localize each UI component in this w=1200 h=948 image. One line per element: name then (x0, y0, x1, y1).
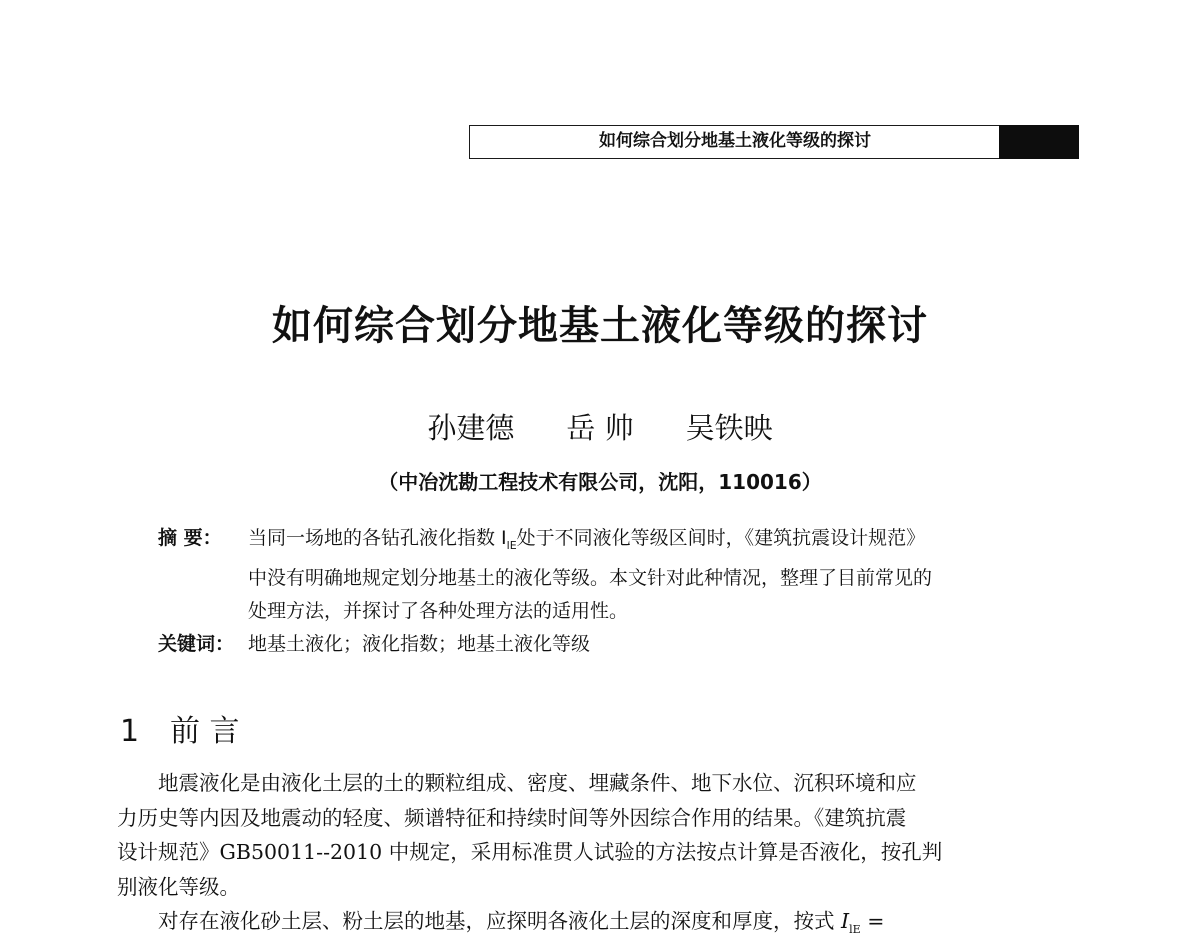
section-number: 1 (120, 714, 140, 749)
author-name: 吴铁映 (685, 411, 773, 445)
keywords-label: 关键词： (158, 632, 235, 655)
body-line: 设计规范》GB50011--2010 中规定，采用标准贯人试验的方法按点计算是否液化，按孔判 (117, 840, 943, 864)
author-name: 岳 帅 (566, 411, 634, 445)
abstract-line: 中没有明确地规定划分地基土的液化等级。本文针对此种情况，整理了目前常见的 (248, 566, 933, 589)
body-text (117, 766, 1082, 948)
running-header-title: 如何综合划分地基土液化等级的探讨 (599, 131, 871, 151)
liquefaction-index-subscript: lE (506, 538, 517, 552)
running-header (469, 125, 1079, 159)
author-list (0, 408, 1200, 448)
body-line: 地震液化是由液化土层的土的颗粒组成、密度、埋藏条件、地下水位、沉积环境和应 (158, 771, 917, 795)
abstract-text (248, 522, 1058, 628)
formula-variable: I (841, 909, 850, 933)
keywords-text: 地基土液化；液化指数；地基土液化等级 (248, 632, 591, 655)
author-name: 孙建德 (427, 411, 515, 445)
body-line: 对存在液化砂土层、粉土层的地基，应探明各液化土层的深度和厚度，按式 $I_{lE}$ = (158, 909, 885, 937)
abstract (158, 522, 1058, 628)
abstract-line: 处理方法，并探讨了各种处理方法的适用性。 (248, 599, 629, 622)
keywords (158, 628, 1058, 661)
body-line: 力历史等内因及地震动的轻度、频谱特征和持续时间等外因综合作用的结果。《建筑抗震 (117, 805, 907, 830)
abstract-block (158, 522, 1058, 661)
running-header-black-bar (999, 125, 1079, 159)
paper-title: 如何综合划分地基土液化等级的探讨 (272, 302, 928, 349)
abstract-line: 当同一场地的各钻孔液化指数 $I_{lE}$处于不同液化等级区间时，《建筑抗震设计规范》 (248, 527, 926, 552)
section-heading (120, 710, 240, 754)
affiliation: （中冶沈勘工程技术有限公司，沈阳，110016） (378, 470, 822, 494)
section-title: 前 言 (170, 714, 240, 749)
abstract-label: 摘 要： (158, 527, 222, 549)
formula-subscript: lE (849, 923, 861, 937)
body-line: 别液化等级。 (117, 874, 240, 899)
